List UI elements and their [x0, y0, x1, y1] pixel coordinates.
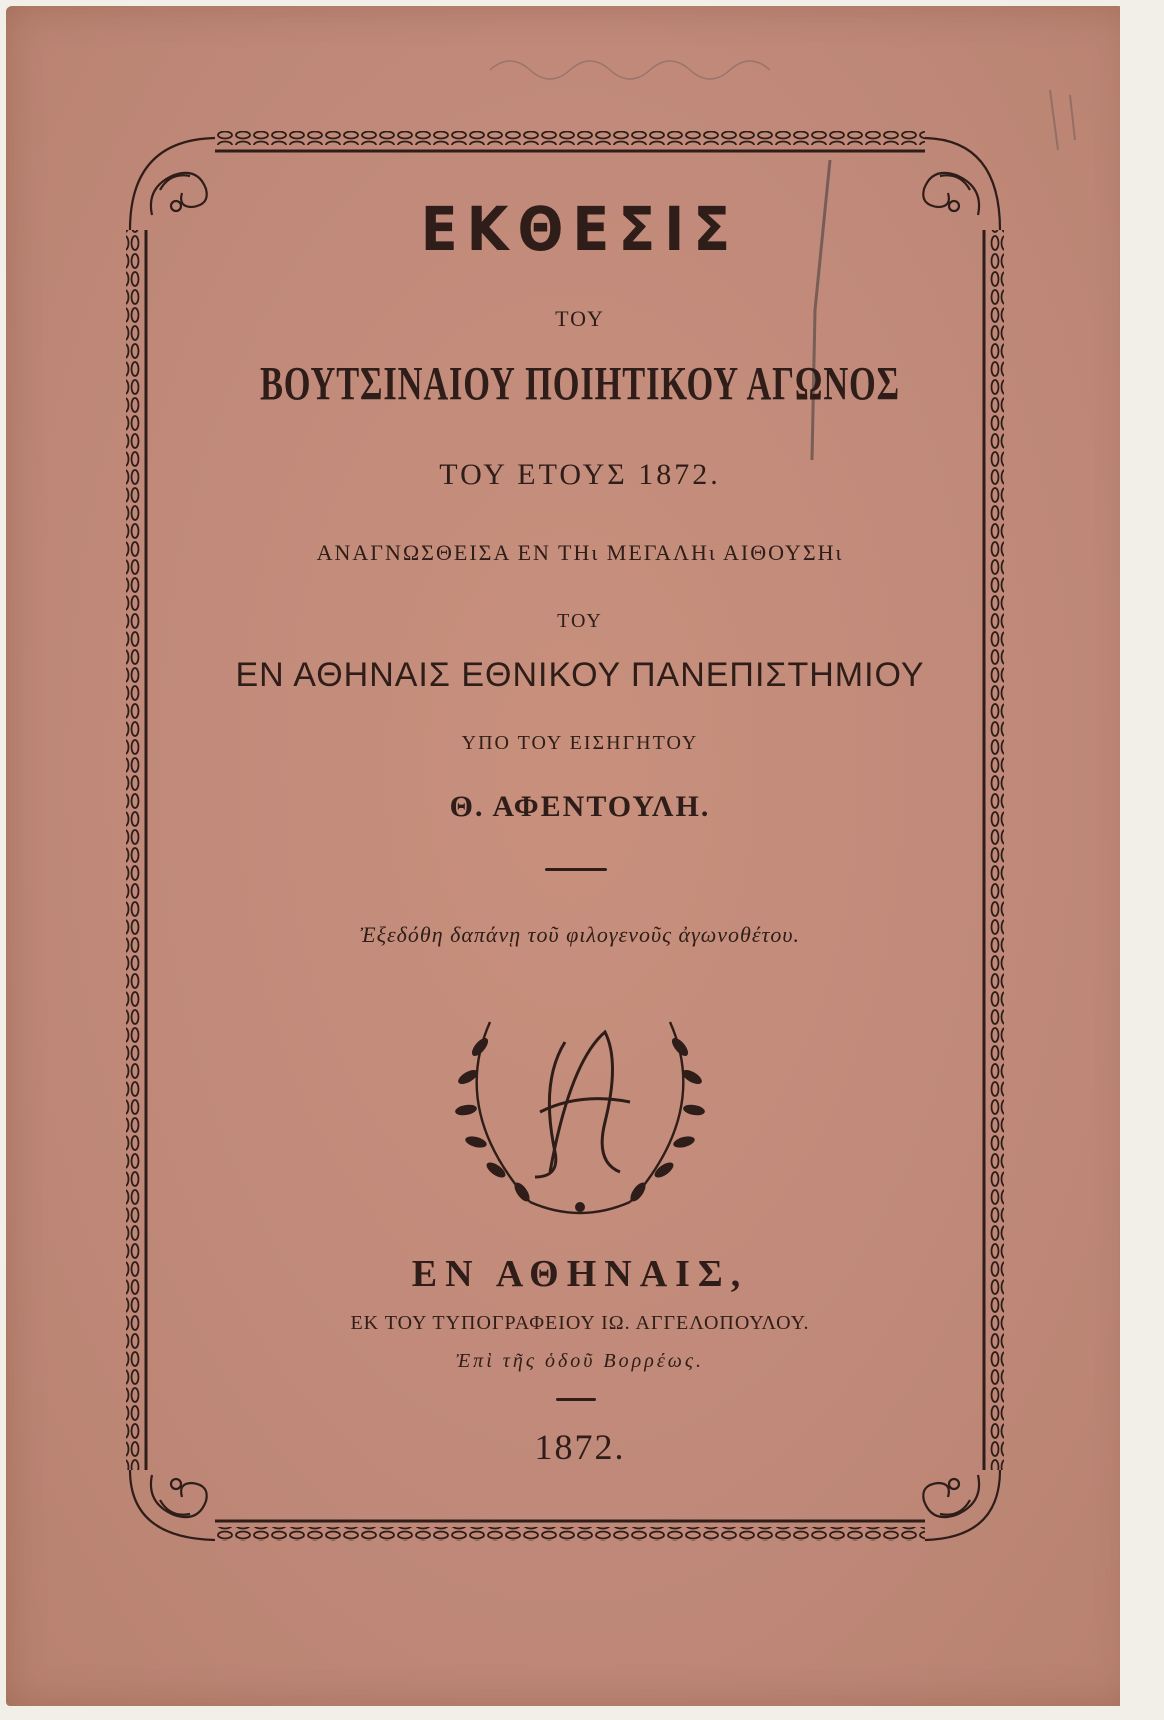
article-of-2: ΤΟΥ [557, 610, 603, 632]
corner-flourish-icon [923, 1470, 1000, 1540]
publication-note: Ἐξεδόθη δαπάνῃ τοῦ φιλογενοῦς ἀγωνοθέτου. [359, 922, 801, 947]
university-name: ΕΝ ΑΘΗΝΑΙΣ ΕΘΝΙΚΟΥ ΠΑΝΕΠΙΣΤΗΜΙΟΥ [235, 656, 925, 694]
page-title: ΕΚΘΕΣΙΣ [420, 194, 740, 265]
author-name: Θ. ΑΦΕΝΤΟΥΛΗ. [449, 790, 711, 823]
laurel-wreath-monogram-icon [430, 1002, 730, 1222]
divider [545, 868, 607, 871]
pencil-mark-icon [1050, 90, 1075, 150]
corner-flourish-icon [130, 1470, 215, 1540]
pencil-scribble-icon [490, 61, 770, 79]
city-name: ΕΝ ΑΘΗΝΑΙΣ, [411, 1253, 749, 1295]
printer-name: ΕΚ ΤΟΥ ΤΥΠΟΓΡΑΦΕΙΟΥ ΙΩ. ΑΓΓΕΛΟΠΟΥΛΟΥ. [350, 1312, 810, 1334]
contest-year: ΤΟΥ ΕΤΟΥΣ 1872. [439, 458, 721, 491]
read-in-hall: ΑΝΑΓΝΩΣΘΕΙΣΑ ΕΝ ΤΗι ΜΕΓΑΛΗι ΑΙΘΟΥΣΗι [316, 540, 844, 565]
article-of: ΤΟΥ [555, 306, 605, 331]
contest-name: ΒΟΥΤΣΙΝΑΙΟΥ ΠΟΙΗΤΙΚΟΥ ΑΓΩΝΟΣ [259, 356, 900, 411]
street-address: Ἐπὶ τῆς ὁδοῦ Βορρέως. [456, 1350, 704, 1372]
by-rapporteur: ΥΠΟ ΤΟΥ ΕΙΣΗΓΗΤΟΥ [461, 732, 699, 754]
publication-year: 1872. [534, 1427, 626, 1467]
divider-bottom [556, 1398, 596, 1401]
